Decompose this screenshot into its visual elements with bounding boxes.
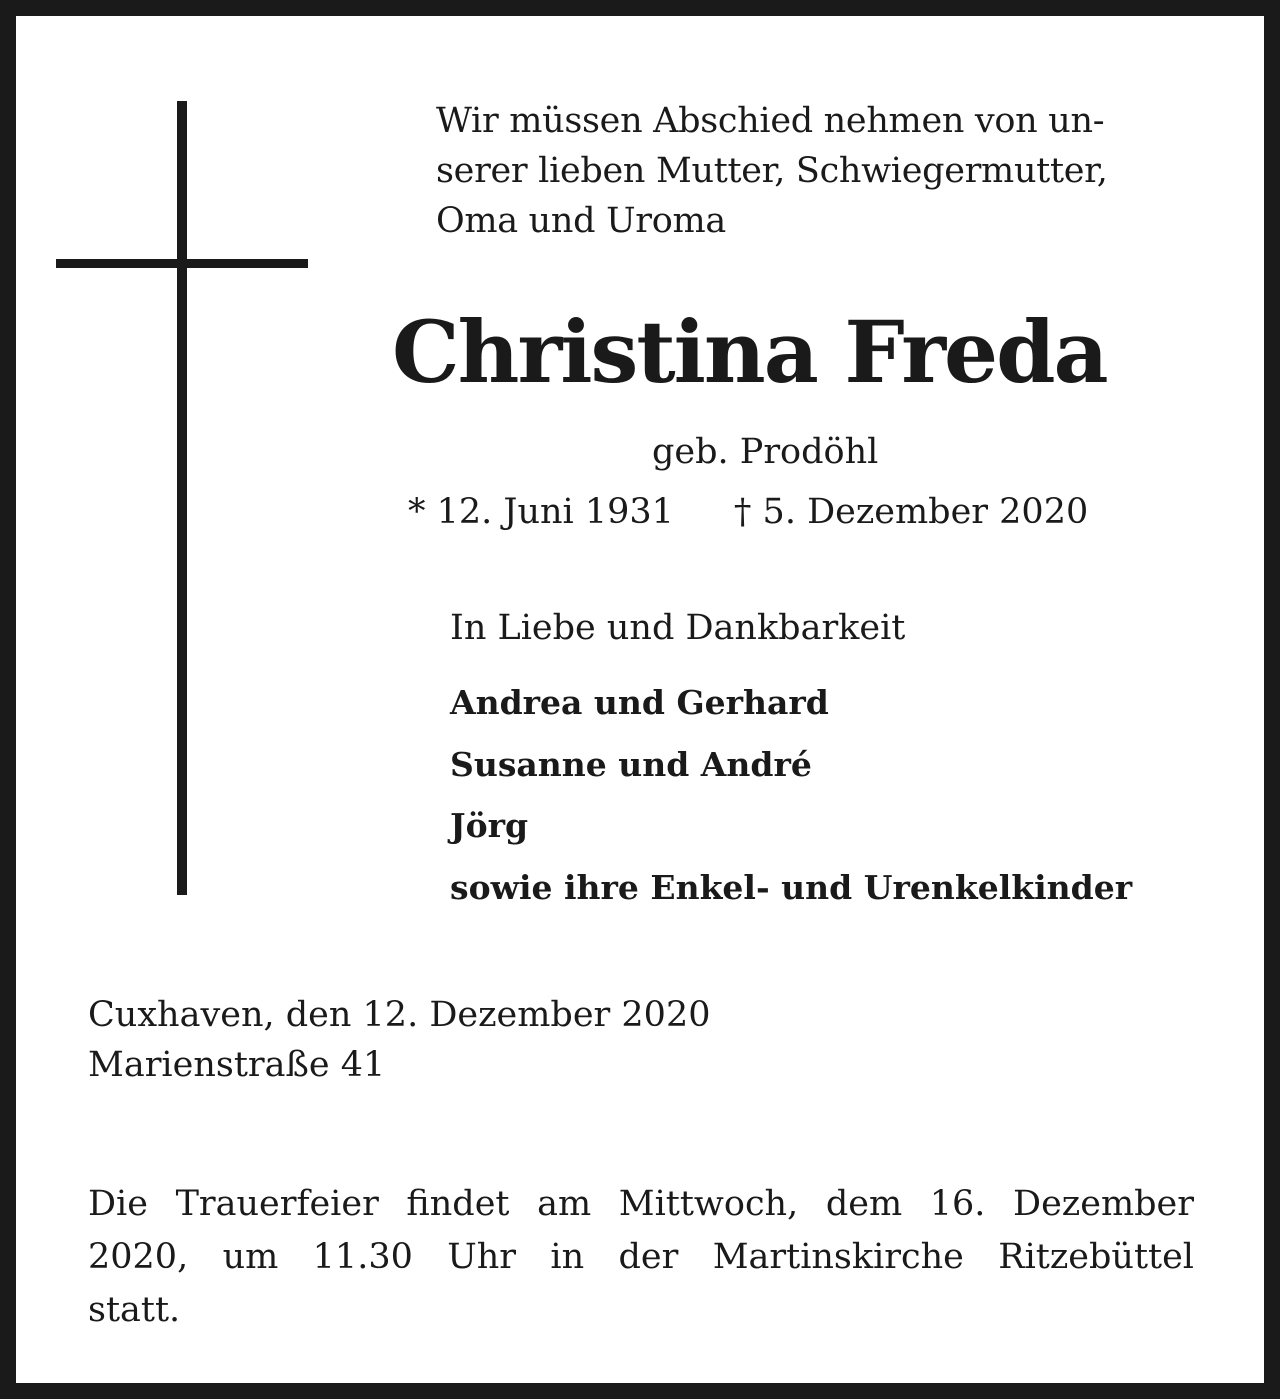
intro-line: Oma und Uroma xyxy=(436,201,726,241)
funeral-line: 2020, um 11.30 Uhr in der Martinskirche Ritzebüttel xyxy=(88,1237,1194,1277)
funeral-line: Die Trauerfeier findet am Mittwoch, dem 16. Dezember xyxy=(88,1184,1194,1224)
intro-line: Wir müssen Abschied nehmen von un- xyxy=(436,101,1105,141)
place-and-address xyxy=(88,990,710,1090)
closing-phrase: In Liebe und Dankbarkeit xyxy=(450,608,906,648)
place-date: Cuxhaven, den 12. Dezember 2020 xyxy=(88,995,711,1035)
address: Marienstraße 41 xyxy=(88,1045,386,1085)
funeral-line: statt. xyxy=(88,1290,181,1330)
mourner-name: Jörg xyxy=(450,806,529,845)
cross-icon-vertical-bar xyxy=(177,101,187,895)
mourner-name: Andrea und Gerhard xyxy=(450,683,829,722)
intro-text xyxy=(436,96,1108,246)
funeral-info xyxy=(88,1178,1194,1337)
mourner-name: sowie ihre Enkel- und Urenkelkinder xyxy=(450,867,1133,907)
mourner-name: Susanne und André xyxy=(450,744,812,784)
deceased-name: Christina Freda xyxy=(392,303,1107,403)
death-date: † 5. Dezember 2020 xyxy=(733,492,1089,532)
birth-name: geb. Prodöhl xyxy=(652,432,879,472)
mourners-list xyxy=(450,672,1132,918)
intro-line: serer lieben Mutter, Schwiegermutter, xyxy=(436,151,1108,191)
life-dates xyxy=(408,488,1088,536)
birth-date: * 12. Juni 1931 xyxy=(408,492,674,532)
cross-icon-horizontal-bar xyxy=(56,259,308,268)
